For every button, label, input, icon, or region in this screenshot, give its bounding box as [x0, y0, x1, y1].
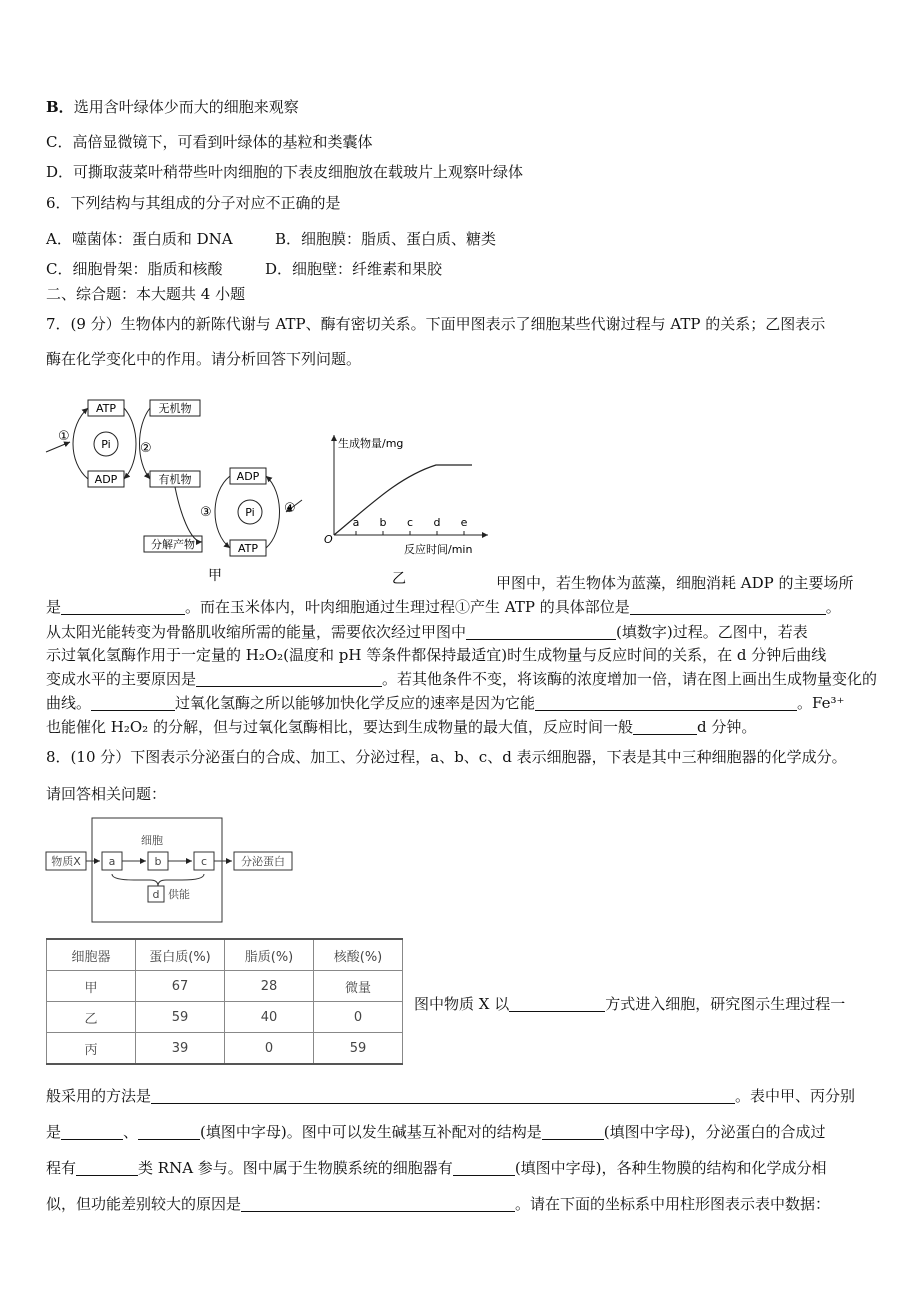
q7-stem-line1: 7．(9 分）生物体内的新陈代谢与 ATP、酶有密切关系。下面甲图表示了细胞某些代谢过程与 ATP 的关系；乙图表示 — [46, 315, 826, 333]
organic-box: 有机物 — [158, 473, 192, 486]
answer-blank-1[interactable] — [61, 598, 185, 615]
q7-t3a: 从太阳光能转变为骨骼肌收缩所需的能量，需要依次经过甲图中 — [46, 623, 467, 641]
table-cell: 67 — [136, 971, 225, 1002]
q5-option-b: B．选用含叶绿体少而大的细胞来观察 — [46, 98, 299, 116]
q7-t2b: 。而在玉米体内，叶肉细胞通过生理过程 — [185, 598, 456, 616]
organelle-d: d — [152, 888, 160, 901]
q7-t6c: 。Fe³⁺ — [797, 694, 845, 712]
q8-text-2 — [46, 1085, 855, 1107]
answer-blank-6[interactable] — [535, 694, 797, 711]
q7-t6a: 曲线。 — [46, 694, 92, 712]
table-cell: 0 — [225, 1033, 314, 1065]
q7-t5a: 变成水平的主要原因是 — [46, 670, 197, 688]
q8-t2a: 般采用的方法是 — [46, 1087, 152, 1105]
q8-diagram — [44, 814, 304, 926]
q8-text-5 — [46, 1193, 830, 1215]
secreted-protein-box: 分泌蛋白 — [241, 855, 285, 868]
table-cell: 59 — [136, 1002, 225, 1033]
q8-t5a: 似，但功能差别较大的原因是 — [46, 1195, 242, 1213]
atp-box-2: ATP — [237, 542, 259, 555]
table-cell: 微量 — [314, 971, 403, 1002]
table-row — [47, 1033, 403, 1065]
q8-t3a: 是 — [46, 1123, 62, 1141]
pi-circle-1: Pi — [101, 438, 111, 451]
inorganic-box: 无机物 — [158, 402, 192, 415]
q8-t2b: 。表中甲、丙分别 — [735, 1087, 856, 1105]
process-3-label: ③ — [200, 505, 212, 520]
q8-t4a: 程有 — [46, 1159, 77, 1177]
q7-text-7 — [46, 716, 756, 738]
q6-option-a: A．噬菌体：蛋白质和 DNA — [46, 230, 233, 248]
q7-text-3 — [46, 621, 808, 643]
q8-t5b: 。请在下面的坐标系中用柱形图表示表中数据： — [515, 1195, 831, 1213]
answer-blank-8[interactable] — [509, 995, 605, 1012]
q8-t4b: 类 RNA 参与。图中属于生物膜系统的细胞器有 — [138, 1159, 453, 1177]
q8-t4c: (填图中字母)，各种生物膜的结构和化学成分相 — [514, 1159, 827, 1177]
q7-t2d: 产生 ATP 的具体部位是 — [470, 598, 630, 616]
adp-box-2: ADP — [236, 470, 260, 483]
answer-blank-3[interactable] — [466, 623, 616, 640]
table-cell: 59 — [314, 1033, 403, 1065]
diagram-jia-caption: 甲 — [208, 568, 222, 584]
organelle-b: b — [154, 855, 162, 868]
q7-t3b: (填数字)过程。乙图中，若表 — [616, 623, 808, 641]
q8-text-1 — [414, 993, 845, 1015]
table-cell: 39 — [136, 1033, 225, 1065]
graph-ylabel: 生成物量/mg — [338, 437, 404, 450]
answer-blank-4[interactable] — [196, 670, 382, 687]
process-1-label: ① — [58, 429, 70, 444]
table-header: 蛋白质(%) — [136, 939, 225, 971]
table-cell: 乙 — [47, 1002, 136, 1033]
graph-tick-label: b — [379, 516, 387, 529]
atp-box-1: ATP — [95, 402, 117, 415]
q7-text-4: 示过氧化氢酶作用于一定量的 H₂O₂(温度和 pH 等条件都保持最适宜)时生成物量与反应时间的关系，在 d 分钟后曲线 — [46, 646, 827, 664]
answer-blank-10[interactable] — [61, 1123, 123, 1140]
q7-t2a: 是 — [46, 598, 62, 616]
answer-blank-14[interactable] — [453, 1159, 515, 1176]
graph-yi-caption: 乙 — [392, 571, 406, 587]
table-cell: 丙 — [47, 1033, 136, 1065]
q8-t1: 图中物质 X 以 — [414, 995, 510, 1013]
q6-option-c: C．细胞骨架：脂质和核酸 — [46, 260, 223, 278]
q7-text-1: 甲图中，若生物体为蓝藻，细胞消耗 ADP 的主要场所 — [496, 574, 854, 592]
q7-t7a: 也能催化 H₂O₂ 的分解，但与过氧化氢酶相比，要达到生成物量的最大值，反应时间一般 — [46, 718, 633, 736]
q8-t3c: (填图中字母)。图中可以发生碱基互补配对的结构是 — [200, 1123, 542, 1141]
organelle-c: c — [200, 855, 208, 868]
answer-blank-9[interactable] — [151, 1087, 735, 1104]
q8-stem-line2: 请回答相关问题： — [46, 785, 167, 803]
graph-origin: O — [324, 533, 333, 546]
q7-stem-line2: 酶在化学变化中的作用。请分析回答下列问题。 — [46, 350, 362, 368]
table-header: 核酸(%) — [314, 939, 403, 971]
adp-box-1: ADP — [94, 473, 118, 486]
table-cell: 0 — [314, 1002, 403, 1033]
q7-t2e: 。 — [825, 598, 841, 616]
answer-blank-5[interactable] — [91, 694, 175, 711]
q8-t3b: 、 — [123, 1123, 139, 1141]
q7-text-6 — [46, 692, 844, 714]
graph-tick-label: c — [406, 516, 414, 529]
table-header: 脂质(%) — [225, 939, 314, 971]
table-row — [47, 971, 403, 1002]
products-box: 分解产物 — [151, 538, 195, 551]
answer-blank-12[interactable] — [542, 1123, 604, 1140]
answer-blank-13[interactable] — [76, 1159, 138, 1176]
q5-option-d: D．可撕取菠菜叶稍带些叶肉细胞的下表皮细胞放在载玻片上观察叶绿体 — [46, 163, 524, 181]
answer-blank-7[interactable] — [633, 718, 697, 735]
answer-blank-11[interactable] — [138, 1123, 200, 1140]
organelle-a: a — [108, 855, 116, 868]
table-cell: 甲 — [47, 971, 136, 1002]
answer-blank-2[interactable] — [630, 598, 826, 615]
table-cell: 28 — [225, 971, 314, 1002]
table-header: 细胞器 — [47, 939, 136, 971]
q6-stem: 6．下列结构与其组成的分子对应不正确的是 — [46, 194, 341, 212]
q8-stem-line1: 8．(10 分）下图表示分泌蛋白的合成、加工、分泌过程，a、b、c、d 表示细胞器，下表是其中三种细胞器的化学成分。 — [46, 748, 847, 766]
process-4-label: ④ — [284, 501, 296, 516]
q7-t6b: 过氧化氢酶之所以能够加快化学反应的速率是因为它能 — [175, 694, 536, 712]
q6-option-d: D．细胞壁：纤维素和果胶 — [265, 260, 443, 278]
answer-blank-15[interactable] — [241, 1195, 515, 1212]
graph-tick-label: e — [460, 516, 468, 529]
q7-text-2 — [46, 596, 841, 618]
process-2-label: ② — [140, 441, 152, 456]
cell-label: 细胞 — [141, 834, 163, 847]
q8-t1b: 方式进入细胞，研究图示生理过程一 — [605, 995, 846, 1013]
table-cell: 40 — [225, 1002, 314, 1033]
q7-t5b: 。若其他条件不变，将该酶的浓度增加一倍，请在图上画出生成物量变化的 — [382, 670, 878, 688]
organelle-composition-table — [46, 938, 403, 1065]
graph-tick-label: d — [433, 516, 441, 529]
energy-supply-label: 供能 — [168, 888, 190, 901]
pi-circle-2: Pi — [245, 506, 255, 519]
q8-text-3 — [46, 1121, 825, 1143]
q6-option-b: B．细胞膜：脂质、蛋白质、糖类 — [275, 230, 497, 248]
q7-text-5 — [46, 668, 877, 690]
table-header-row — [47, 939, 403, 971]
q5-option-b-text: 选用含叶绿体少而大的细胞来观察 — [73, 98, 299, 116]
q5-option-c: C．高倍显微镜下，可看到叶绿体的基粒和类囊体 — [46, 133, 373, 151]
q8-text-4 — [46, 1157, 827, 1179]
section-heading: 二、综合题：本大题共 4 小题 — [46, 285, 246, 303]
q7-t2c: ① — [455, 598, 471, 616]
q7-diagram-jia — [40, 392, 330, 592]
graph-tick-label: a — [352, 516, 360, 529]
graph-xlabel: 反应时间/min — [404, 543, 473, 556]
q7-t7b: d 分钟。 — [696, 718, 757, 736]
q7-graph-yi — [318, 425, 498, 590]
substance-x-box: 物质X — [51, 855, 81, 868]
table-row — [47, 1002, 403, 1033]
q8-t3d: (填图中字母)，分泌蛋白的合成过 — [603, 1123, 826, 1141]
